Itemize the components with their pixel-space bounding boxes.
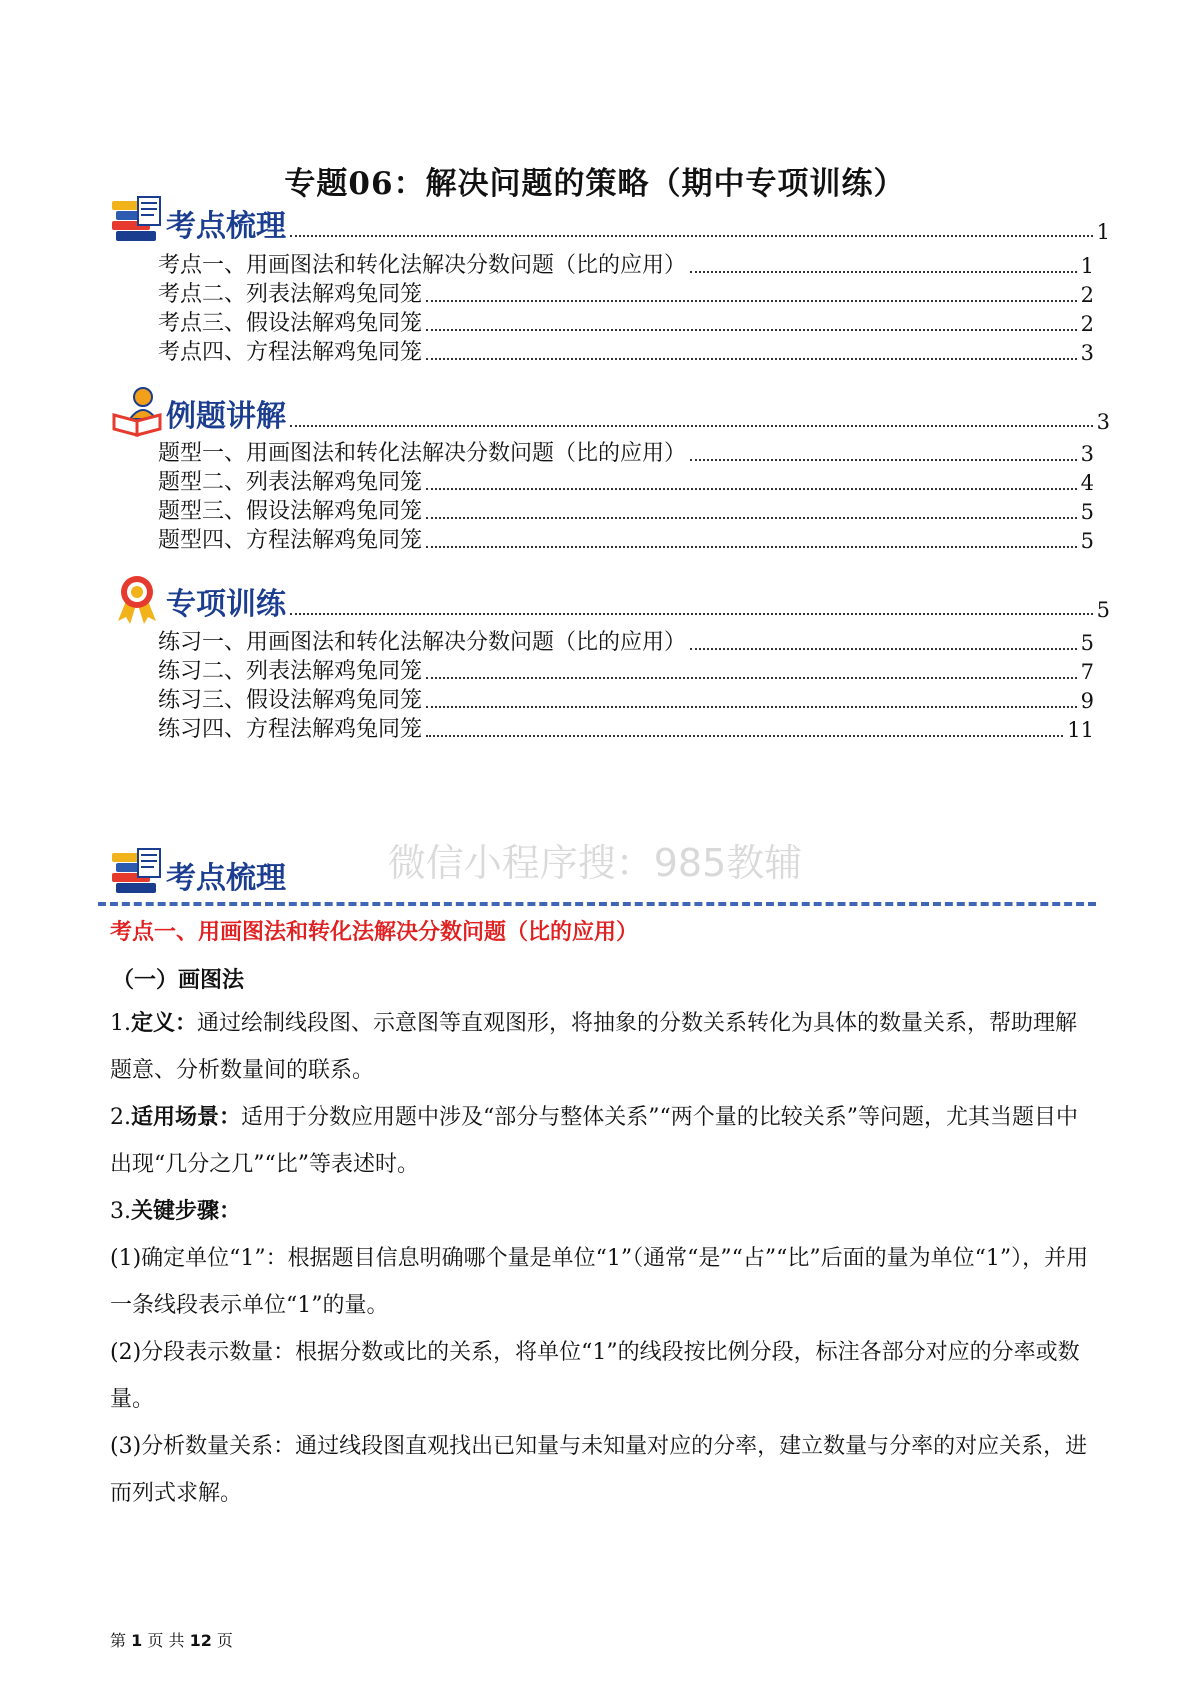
toc-page-number: 3 (1096, 410, 1110, 434)
toc-page-number: 4 (1080, 471, 1094, 495)
toc-page-number: 1 (1080, 254, 1094, 278)
paragraph-definition (110, 1000, 1095, 1094)
page-footer (110, 1628, 233, 1651)
books-icon (110, 847, 164, 899)
toc-page-number: 2 (1080, 283, 1094, 307)
toc-section-label: 例题讲解 (166, 399, 286, 434)
footer-word: 页 (147, 1631, 164, 1650)
page-title: 专题06：解决问题的策略（期中专项训练） (284, 166, 906, 202)
dot-leader (426, 735, 1063, 737)
toc-item-text: 练习一、用画图法和转化法解决分数问题（比的应用） (158, 630, 687, 655)
toc-page-number: 7 (1080, 660, 1094, 684)
toc-page-number: 3 (1080, 341, 1094, 365)
dot-leader (426, 677, 1077, 679)
para-text: 适用于分数应用题中涉及“部分与整体关系”“两个量的比较关系”等问题，尤其当题目中出现“几分之几”“比”等表述时。 (110, 1105, 1079, 1177)
dot-leader (426, 300, 1077, 302)
dot-leader (690, 459, 1077, 461)
dot-leader (426, 329, 1077, 331)
toc-item[interactable] (158, 685, 1094, 715)
step-2: (2)分段表示数量：根据分数或比的关系，将单位“1”的线段按比例分段，标注各部分对应的分率或数量。 (110, 1340, 1080, 1412)
footer-word: 第 (110, 1631, 127, 1650)
toc-page-number: 5 (1096, 598, 1110, 622)
watermark: 微信小程序搜：985教辅 (387, 841, 803, 885)
para-number: 3. (110, 1199, 131, 1224)
paragraph-scenario (110, 1094, 1095, 1188)
toc-page-number: 5 (1080, 500, 1094, 524)
point-title: 考点一、用画图法和转化法解决分数问题（比的应用） (110, 919, 639, 945)
dot-leader (290, 613, 1093, 615)
dot-leader (426, 488, 1077, 490)
toc-item[interactable] (158, 656, 1094, 686)
para-label: 定义： (131, 1010, 198, 1036)
dot-leader (690, 648, 1077, 650)
toc-section-label: 专项训练 (166, 587, 286, 622)
dot-leader (426, 517, 1077, 519)
toc-item-text: 题型二、列表法解鸡兔同笼 (158, 470, 423, 495)
toc-item[interactable] (158, 525, 1094, 555)
toc-page-number: 11 (1067, 718, 1094, 742)
toc-section-zhuanxiang[interactable] (110, 573, 1110, 625)
para-label: 关键步骤： (131, 1198, 242, 1224)
toc-item[interactable] (158, 496, 1094, 526)
para-text: 通过绘制线段图、示意图等直观图形，将抽象的分数关系转化为具体的数量关系，帮助理解题意、分析数量间的联系。 (110, 1011, 1078, 1083)
dot-leader (290, 425, 1093, 427)
toc-item-text: 考点三、假设法解鸡兔同笼 (158, 311, 423, 336)
step-1: (1)确定单位“1”：根据题目信息明确哪个量是单位“1”（通常“是”“占”“比”后面的量为单位“1”），并用一条线段表示单位“1”的量。 (110, 1246, 1089, 1318)
para-number: 2. (110, 1105, 131, 1130)
footer-word: 共 (168, 1631, 185, 1650)
toc-item-text: 考点四、方程法解鸡兔同笼 (158, 340, 423, 365)
toc-item[interactable] (158, 250, 1094, 280)
toc-section-kaodian[interactable] (110, 195, 1110, 247)
toc-item[interactable] (158, 438, 1094, 468)
toc-item-text: 练习二、列表法解鸡兔同笼 (158, 659, 423, 684)
footer-total-pages: 12 (189, 1631, 212, 1650)
toc-page-number: 3 (1080, 442, 1094, 466)
para-number: 1. (110, 1011, 131, 1036)
toc-item[interactable] (158, 627, 1094, 657)
books-icon (110, 195, 164, 247)
toc-page-number: 9 (1080, 689, 1094, 713)
section-heading-label: 考点梳理 (166, 861, 286, 896)
toc-item[interactable] (158, 337, 1094, 367)
toc-page-number: 2 (1080, 312, 1094, 336)
toc-item[interactable] (158, 467, 1094, 497)
dot-leader (290, 235, 1093, 237)
toc-item[interactable] (158, 279, 1094, 309)
dot-leader (690, 271, 1077, 273)
section-heading (110, 845, 286, 899)
toc-section-liti[interactable] (110, 385, 1110, 437)
toc-item-text: 练习三、假设法解鸡兔同笼 (158, 688, 423, 713)
para-label: 适用场景： (131, 1104, 242, 1130)
toc-item-text: 题型一、用画图法和转化法解决分数问题（比的应用） (158, 441, 687, 466)
footer-page-number: 1 (131, 1631, 143, 1650)
toc-item-text: 考点一、用画图法和转化法解决分数问题（比的应用） (158, 253, 687, 278)
reader-icon (110, 385, 164, 437)
toc-page-number: 1 (1096, 220, 1110, 244)
section-divider (98, 902, 1096, 906)
footer-word: 页 (216, 1631, 233, 1650)
medal-icon (110, 573, 164, 625)
toc-item[interactable] (158, 308, 1094, 338)
dot-leader (426, 706, 1077, 708)
toc-item-text: 考点二、列表法解鸡兔同笼 (158, 282, 423, 307)
sub-title: （一）画图法 (112, 967, 245, 993)
dot-leader (426, 546, 1077, 548)
toc-page-number: 5 (1080, 529, 1094, 553)
dot-leader (426, 358, 1077, 360)
toc-item-text: 题型三、假设法解鸡兔同笼 (158, 499, 423, 524)
toc-page-number: 5 (1080, 631, 1094, 655)
step-3: (3)分析数量关系：通过线段图直观找出已知量与未知量对应的分率，建立数量与分率的对应关系，进而列式求解。 (110, 1434, 1088, 1506)
toc-section-label: 考点梳理 (166, 209, 286, 244)
toc-item-text: 题型四、方程法解鸡兔同笼 (158, 528, 423, 553)
paragraph-steps-heading (110, 1188, 1095, 1235)
toc-item-text: 练习四、方程法解鸡兔同笼 (158, 717, 423, 742)
toc-item[interactable] (158, 714, 1094, 744)
